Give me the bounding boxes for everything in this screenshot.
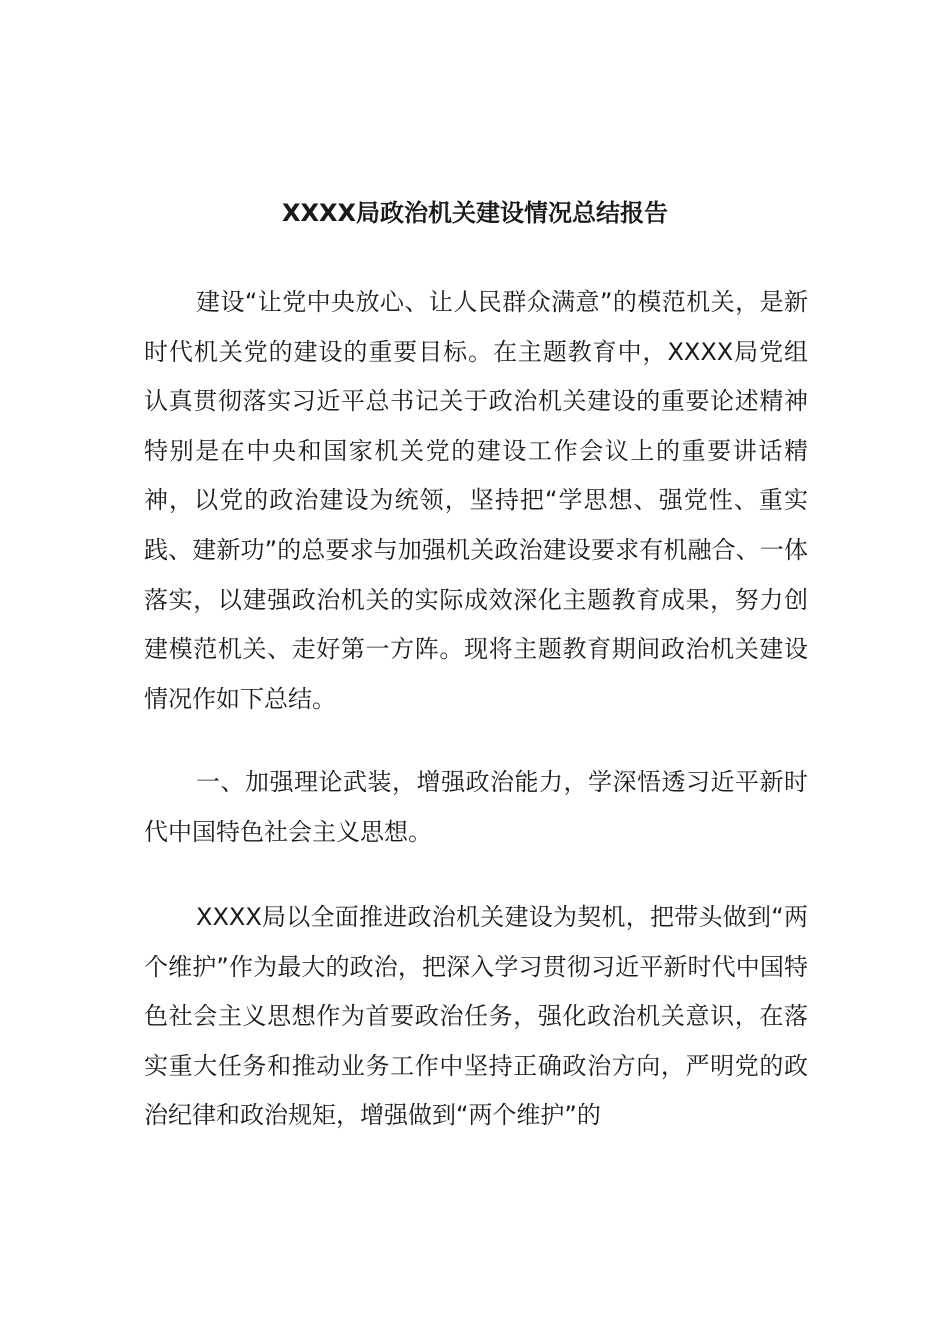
paragraph-intro: 建设“让党中央放心、让人民群众满意”的模范机关，是新时代机关党的建设的重要目标。在主题教育中，XXXX局党组认真贯彻落实习近平总书记关于政治机关建设的重要论述精神特别是在中央和国家机关党的建设工作会议上的重要讲话精神，以党的政治建设为统领，坚持把“学思想、强党性、重实践、建新功”的总要求与加强机关政治建设要求有机融合、一体落实，以建强政治机关的实际成效深化主题教育成果，努力创建模范机关、走好第一方阵。现将主题教育期间政治机关建设情况作如下总结。 bbox=[144, 288, 808, 713]
paragraph-section-body-1: XXXX局以全面推进政治机关建设为契机，把带头做到“两个维护”作为最大的政治，把深入学习贯彻习近平新时代中国特色社会主义思想作为首要政治任务，强化政治机关意识，在落实重大任务和推动业务工作中坚持正确政治方向，严明党的政治纪律和政治规矩，增强做到“两个维护”的 bbox=[144, 903, 808, 1130]
paragraph-section-heading-1: 一、加强理论武装，增强政治能力，学深悟透习近平新时代中国特色社会主义思想。 bbox=[144, 768, 808, 846]
document-title: XXXX局政治机关建设情况总结报告 bbox=[281, 199, 668, 227]
